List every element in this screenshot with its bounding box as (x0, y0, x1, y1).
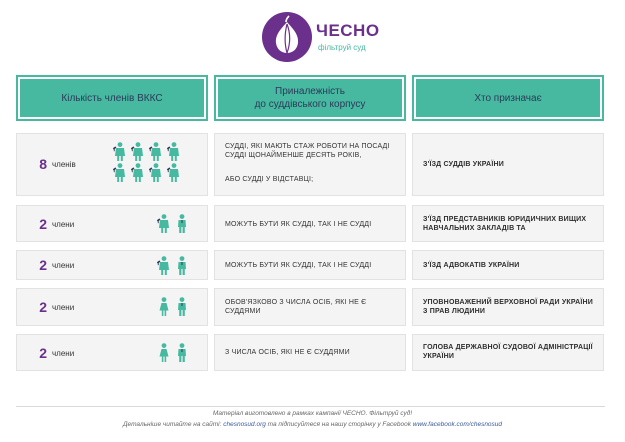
row-1-appointer-cell (412, 133, 604, 196)
person-woman-icon (157, 343, 171, 362)
footer-campaign-note: Матеріал виготовлено в рамках кампанії ЧЕСНО. Фільтруй суд! (212, 410, 413, 417)
affiliation-text: МОЖУТЬ БУТИ ЯК СУДДІ, ТАК І НЕ СУДДІ (225, 262, 372, 269)
logo-tagline: фільтруй суд (318, 43, 366, 52)
row-3-count-cell (16, 250, 208, 280)
member-count-word: члени (52, 302, 75, 312)
member-count: 8 (39, 156, 47, 172)
member-count: 2 (39, 216, 47, 232)
header-label-line2: до суддівського корпусу (254, 99, 366, 110)
member-icons (157, 297, 197, 316)
row-4-appointer-cell (412, 288, 604, 326)
row-5-count-cell (16, 334, 208, 371)
row-4-affiliation-cell (214, 288, 406, 326)
person-woman-icon (157, 297, 171, 316)
appointer-text: ГОЛОВА ДЕРЖАВНОЇ СУДОВОЇ АДМІНІСТРАЦІЇ УКРАЇНИ (423, 344, 593, 360)
affiliation-text: ОБОВ'ЯЗКОВО З ЧИСЛА ОСІБ, ЯКІ НЕ Є СУДДЯМИ (225, 299, 367, 315)
footer-text: та підписуйтеся на нашу сторінку у Facebook (265, 421, 413, 428)
member-count-word: члени (52, 219, 75, 229)
row-4-count-cell (16, 288, 208, 326)
row-3-affiliation-cell (214, 250, 406, 280)
row-1-count-cell (16, 133, 208, 196)
member-icons (157, 343, 197, 362)
header-label-line1: Приналежність (275, 86, 345, 97)
judge-icon (131, 142, 145, 161)
footer-text: Детальніше читайте на сайті: (122, 421, 224, 428)
judge-icon (149, 142, 163, 161)
garlic-icon (262, 12, 312, 62)
person-man-icon (175, 214, 189, 233)
row-2-appointer-cell (412, 205, 604, 242)
header-members-count (16, 75, 208, 121)
judge-icon (113, 163, 127, 182)
row-5-appointer-cell (412, 334, 604, 371)
member-icons (157, 256, 197, 275)
member-count-word: членів (52, 159, 76, 169)
appointer-text: З'ЇЗД ПРЕДСТАВНИКІВ ЮРИДИЧНИХ ВИЩИХ НАВЧАЛЬНИХ ЗАКЛАДІВ ТА (423, 216, 587, 232)
judge-icon (149, 163, 163, 182)
member-count: 2 (39, 257, 47, 273)
header-label: Кількість членів ВККС (61, 92, 163, 104)
row-1-affiliation-cell (214, 133, 406, 196)
judge-icon (131, 163, 145, 182)
row-2-affiliation-cell (214, 205, 406, 242)
judge-icon (157, 214, 171, 233)
person-man-icon (175, 256, 189, 275)
header-affiliation (214, 75, 406, 121)
affiliation-text: МОЖУТЬ БУТИ ЯК СУДДІ, ТАК І НЕ СУДДІ (225, 221, 372, 228)
chesno-logo (262, 12, 382, 64)
person-man-icon (175, 343, 189, 362)
logo-name: ЧЕСНО (316, 21, 380, 40)
row-2-count-cell (16, 205, 208, 242)
member-icons (157, 214, 197, 233)
header-appointer (412, 75, 604, 121)
facebook-link[interactable]: www.facebook.com/chesnosud (412, 421, 503, 428)
appointer-text: З'ЇЗД СУДДІВ УКРАЇНИ (423, 161, 504, 168)
member-count: 2 (39, 299, 47, 315)
footer-divider (16, 406, 605, 407)
header-label: Хто призначає (474, 92, 542, 104)
judge-icon (113, 142, 127, 161)
judge-icon (167, 142, 181, 161)
affiliation-text-2: АБО СУДДІ У ВІДСТАВЦІ; (225, 176, 314, 183)
member-count-word: члени (52, 348, 75, 358)
site-link[interactable]: chesnosud.org (223, 421, 266, 428)
person-man-icon (175, 297, 189, 316)
affiliation-text: СУДДІ, ЯКІ МАЮТЬ СТАЖ РОБОТИ НА ПОСАДІ СУДДІ ЩОНАЙМЕНШЕ ДЕСЯТЬ РОКІВ, (225, 143, 390, 159)
row-3-appointer-cell (412, 250, 604, 280)
appointer-text: З'ЇЗД АДВОКАТІВ УКРАЇНИ (423, 262, 520, 269)
judge-icon (157, 256, 171, 275)
row-5-affiliation-cell (214, 334, 406, 371)
appointer-text: УПОВНОВАЖЕНИЙ ВЕРХОВНОЇ РАДИ УКРАЇНИ З ПРАВ ЛЮДИНИ (423, 299, 593, 315)
footer-links (0, 421, 625, 428)
member-icons (113, 142, 193, 182)
judge-icon (167, 163, 181, 182)
member-count: 2 (39, 345, 47, 361)
member-count-word: члени (52, 260, 75, 270)
affiliation-text: З ЧИСЛА ОСІБ, ЯКІ НЕ Є СУДДЯМИ (225, 349, 350, 356)
